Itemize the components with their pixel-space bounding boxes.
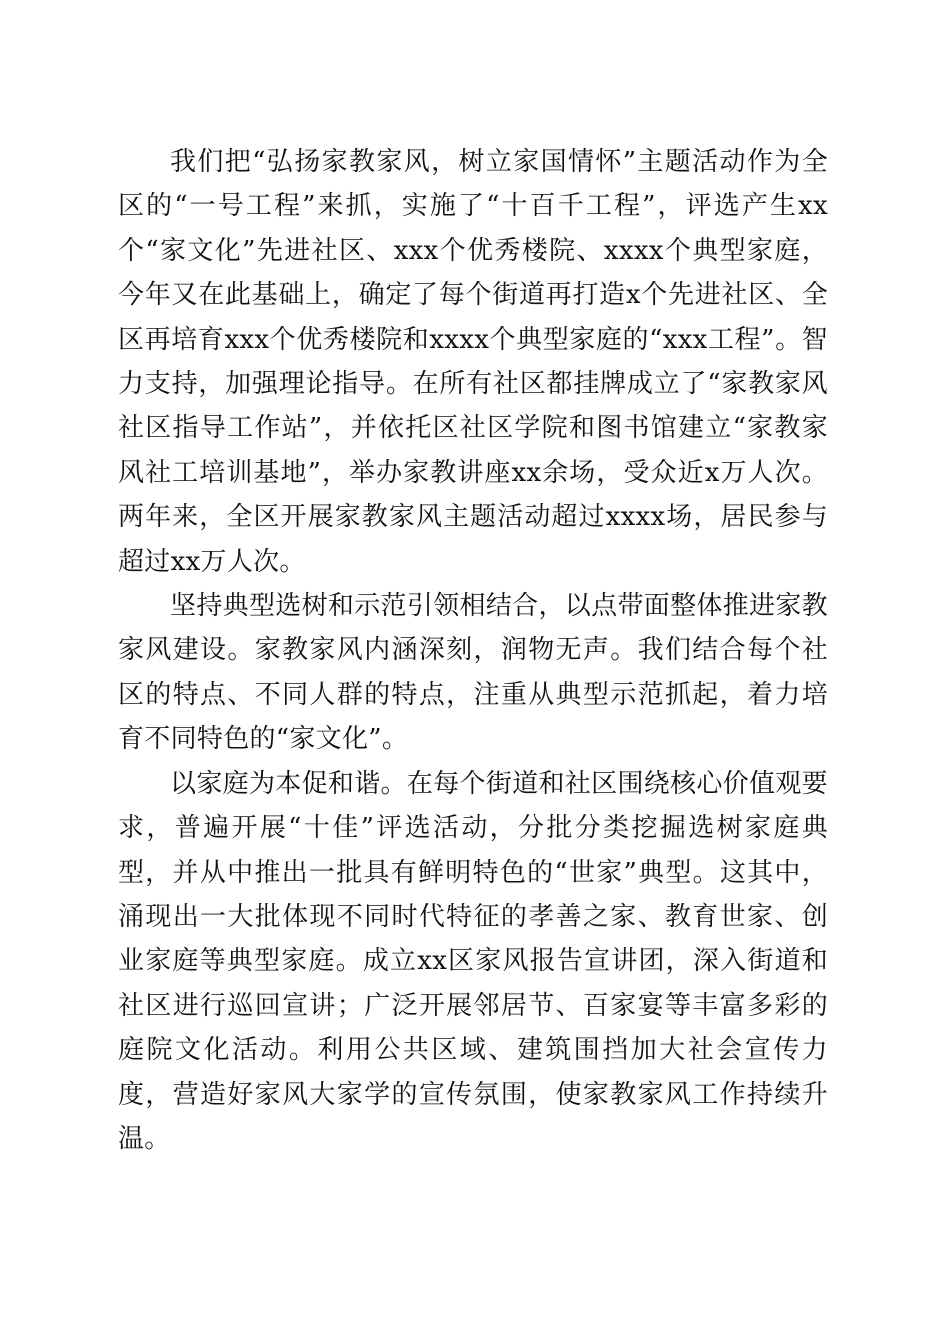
- document-body: [118, 140, 828, 1161]
- paragraph-3: 以家庭为本促和谐。在每个街道和社区围绕核心价值观要求，普遍开展“十佳”评选活动，分批分类挖掘选树家庭典型，并从中推出一批具有鲜明特色的“世家”典型。这其中，涌现出一大批体现不同时代特征的孝善之家、教育世家、创业家庭等典型家庭。成立xx区家风报告宣讲团，深入街道和社区进行巡回宣讲；广泛开展邻居节、百家宴等丰富多彩的庭院文化活动。利用公共区域、建筑围挡加大社会宣传力度，营造好家风大家学的宣传氛围，使家教家风工作持续升温。: [118, 768, 828, 1154]
- paragraph-2: 坚持典型选树和示范引领相结合，以点带面整体推进家教家风建设。家教家风内涵深刻，润物无声。我们结合每个社区的特点、不同人群的特点，注重从典型示范抓起，着力培育不同特色的“家文化”。: [118, 591, 828, 755]
- paragraph-1: 我们把“弘扬家教家风，树立家国情怀”主题活动作为全区的“一号工程”来抓，实施了“十百千工程”，评选产生xx个“家文化”先进社区、xxx个优秀楼院、xxxx个典型家庭，今年又在此基础上，确定了每个街道再打造x个先进社区、全区再培育xxx个优秀楼院和xxxx个典型家庭的“xxx工程”。智力支持，加强理论指导。在所有社区都挂牌成立了“家教家风社区指导工作站”，并依托区社区学院和图书馆建立“家教家风社工培训基地”，举办家教讲座xx余场，受众近x万人次。两年来，全区开展家教家风主题活动超过xxxx场，居民参与超过xx万人次。: [118, 147, 828, 577]
